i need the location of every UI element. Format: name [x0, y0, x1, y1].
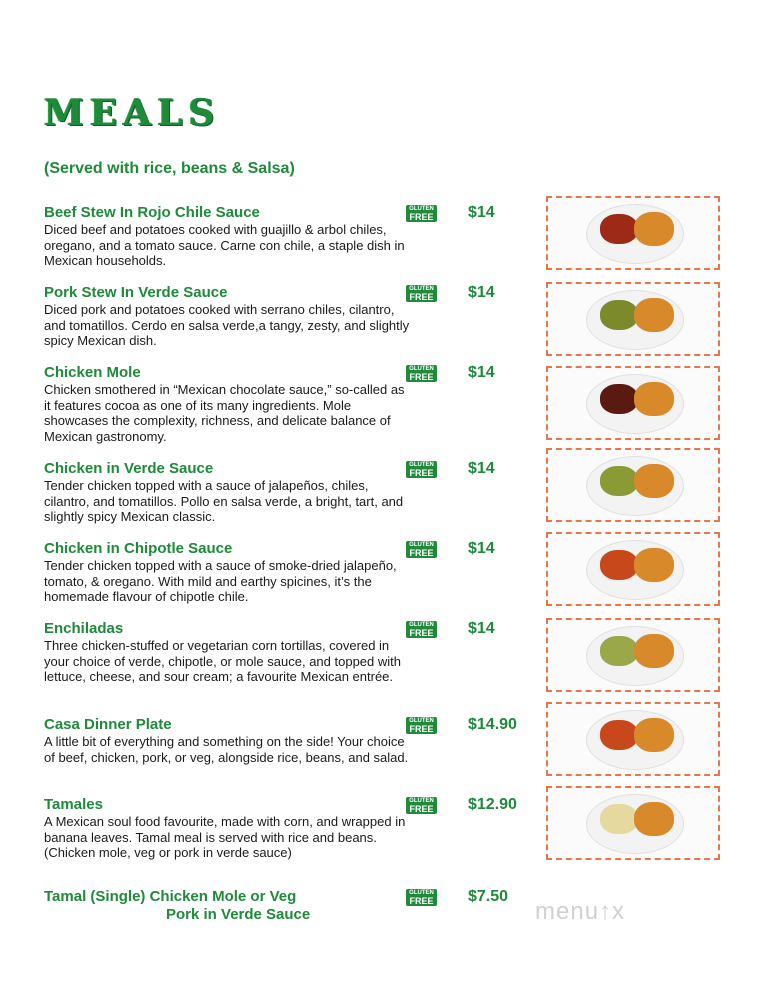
- menu-item: [44, 540, 724, 605]
- dish-photo: [546, 366, 720, 440]
- dish-photo: [546, 618, 720, 692]
- menu-item-description: Diced beef and potatoes cooked with guajillo & arbol chiles, oregano, and a tomato sauce. Carne con chile, a staple dish in Mexican households.: [44, 222, 405, 268]
- food-rice-shape: [634, 802, 674, 836]
- gluten-free-badge: [406, 365, 437, 382]
- menu-item-description: Chicken smothered in “Mexican chocolate sauce,” so-called as it features cocoa as one of its many ingredients. Mole showcases the complexity, richness, and delicate balance of Mexican gastronomy.: [44, 382, 405, 444]
- dish-photo: [546, 196, 720, 270]
- dish-photo: [546, 448, 720, 522]
- food-rice-shape: [634, 718, 674, 752]
- food-main-shape: [600, 550, 638, 580]
- menu-item-price: $14.90: [468, 716, 517, 733]
- gluten-badge-top: GLUTEN: [409, 798, 434, 804]
- gluten-free-badge: [406, 285, 437, 302]
- gluten-badge-top: GLUTEN: [409, 366, 434, 372]
- menu-item-name-line2: Pork in Verde Sauce: [166, 906, 311, 923]
- menu-item-description: Tender chicken topped with a sauce of jalapeños, chiles, cilantro, and tomatillos. Pollo en salsa verde, a bright, tart, and slightly spicy Mexican classic.: [44, 478, 404, 524]
- food-rice-shape: [634, 382, 674, 416]
- dish-photo: [546, 786, 720, 860]
- gluten-badge-top: GLUTEN: [409, 622, 434, 628]
- menu-item-price: $14: [468, 364, 495, 381]
- gluten-free-badge: [406, 797, 437, 814]
- menu-item: [44, 620, 724, 685]
- food-rice-shape: [634, 548, 674, 582]
- gluten-badge-top: GLUTEN: [409, 542, 434, 548]
- menu-item: [44, 204, 724, 269]
- gluten-badge-bottom: FREE: [409, 804, 434, 814]
- menu-item-price: $14: [468, 620, 495, 637]
- gluten-free-badge: [406, 541, 437, 558]
- page-title: MEALS: [44, 92, 221, 134]
- menu-item-price: $14: [468, 540, 495, 557]
- gluten-free-badge: [406, 621, 437, 638]
- gluten-badge-top: GLUTEN: [409, 718, 434, 724]
- food-rice-shape: [634, 212, 674, 246]
- menu-item-name: Chicken Mole: [44, 364, 141, 381]
- gluten-badge-top: GLUTEN: [409, 462, 434, 468]
- menu-item-name: Beef Stew In Rojo Chile Sauce: [44, 204, 260, 221]
- menu-item-name: Casa Dinner Plate: [44, 716, 172, 733]
- watermark-logo: menu↑x: [535, 898, 626, 925]
- menu-item: [44, 364, 724, 444]
- menu-item: [44, 796, 724, 861]
- food-main-shape: [600, 384, 638, 414]
- menu-item-description: Tender chicken topped with a sauce of smoke-dried jalapeño, tomato, & oregano. With mild and earthy spicines, it’s the homemade flavour of chipotle chile.: [44, 558, 397, 604]
- menu-item-description: A little bit of everything and something on the side! Your choice of beef, chicken, pork, or veg, alongside rice, beans, and salad.: [44, 734, 409, 765]
- menu-item-description: A Mexican soul food favourite, made with corn, and wrapped in banana leaves. Tamal meal is served with rice and beans. (Chicken mole, veg or pork in verde sauce): [44, 814, 406, 860]
- food-main-shape: [600, 300, 638, 330]
- gluten-free-badge: [406, 717, 437, 734]
- menu-item-name: Tamal (Single) Chicken Mole or Veg: [44, 888, 297, 905]
- gluten-badge-bottom: FREE: [409, 372, 434, 382]
- food-rice-shape: [634, 298, 674, 332]
- menu-item-name: Pork Stew In Verde Sauce: [44, 284, 228, 301]
- dish-photo: [546, 532, 720, 606]
- gluten-badge-bottom: FREE: [409, 548, 434, 558]
- food-main-shape: [600, 466, 638, 496]
- menu-item-price: $7.50: [468, 888, 509, 905]
- gluten-badge-top: GLUTEN: [409, 286, 434, 292]
- menu-item-description: Three chicken-stuffed or vegetarian corn tortillas, covered in your choice of verde, chipotle, or mole sauce, and topped with lettuce, cheese, and sour cream; a favourite Mexican entrée.: [44, 638, 401, 684]
- gluten-badge-bottom: FREE: [409, 628, 434, 638]
- menu-item-name: Enchiladas: [44, 620, 124, 637]
- gluten-free-badge: [406, 205, 437, 222]
- page-subtitle: (Served with rice, beans & Salsa): [44, 160, 295, 177]
- menu-item-name: Tamales: [44, 796, 103, 813]
- menu-item-price: $12.90: [468, 796, 517, 813]
- menu-item-price: $14: [468, 460, 495, 477]
- food-main-shape: [600, 214, 638, 244]
- food-rice-shape: [634, 634, 674, 668]
- gluten-free-badge: [406, 889, 437, 906]
- food-main-shape: [600, 636, 638, 666]
- food-main-shape: [600, 804, 638, 834]
- dish-photo: [546, 702, 720, 776]
- gluten-badge-top: GLUTEN: [409, 890, 434, 896]
- gluten-badge-bottom: FREE: [409, 896, 434, 906]
- menu-item-name: Chicken in Chipotle Sauce: [44, 540, 233, 557]
- gluten-free-badge: [406, 461, 437, 478]
- food-main-shape: [600, 720, 638, 750]
- gluten-badge-bottom: FREE: [409, 468, 434, 478]
- dish-photo: [546, 282, 720, 356]
- menu-item: [44, 716, 724, 765]
- menu-item-description: Diced pork and potatoes cooked with serrano chiles, cilantro, and tomatillos. Cerdo en salsa verde,a tangy, zesty, and slightly spicy Mexican dish.: [44, 302, 410, 348]
- gluten-badge-bottom: FREE: [409, 292, 434, 302]
- menu-item-price: $14: [468, 204, 495, 221]
- gluten-badge-bottom: FREE: [409, 212, 434, 222]
- menu-item-price: $14: [468, 284, 495, 301]
- gluten-badge-top: GLUTEN: [409, 206, 434, 212]
- food-rice-shape: [634, 464, 674, 498]
- menu-item: [44, 284, 724, 349]
- gluten-badge-bottom: FREE: [409, 724, 434, 734]
- menu-item: [44, 460, 724, 525]
- menu-item-name: Chicken in Verde Sauce: [44, 460, 214, 477]
